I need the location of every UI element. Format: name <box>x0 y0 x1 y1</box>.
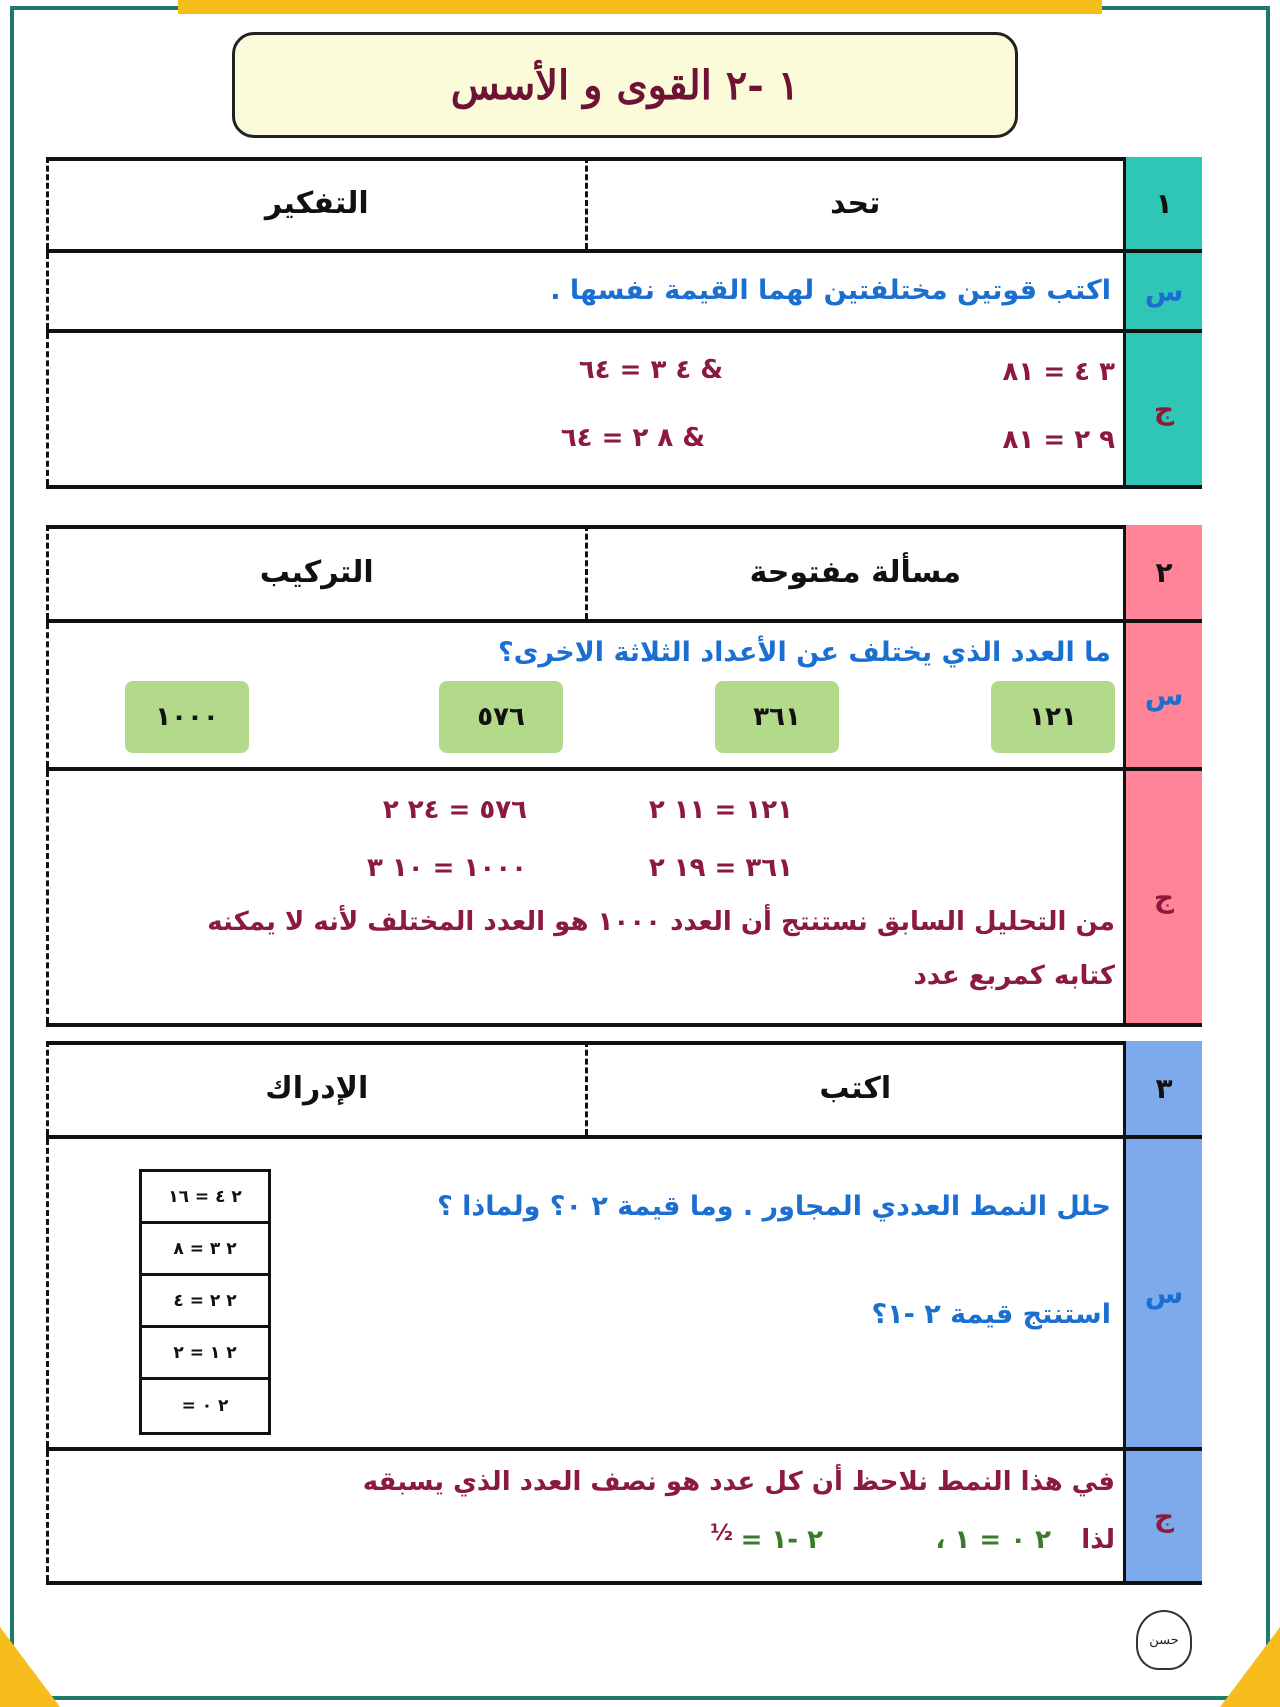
logo-text: حسن <box>1149 1632 1179 1648</box>
pattern-cell: ٢ ٠ = <box>181 1396 229 1416</box>
option-box: ١٢١ <box>991 681 1115 753</box>
answer-label: ج <box>1126 1451 1202 1581</box>
question-text: ما العدد الذي يختلف عن الأعداد الثلاثة الاخرى؟ <box>498 637 1111 668</box>
section-1 <box>46 157 1202 489</box>
pattern-cell: ٢ ٤ = ١٦ <box>142 1172 268 1224</box>
question-text: اكتب قوتين مختلفتين لهما القيمة نفسها . <box>550 275 1111 306</box>
section-2-question-row <box>46 623 1202 771</box>
answer-zero-power: ٢ ٠ = ١ ، <box>935 1525 1051 1555</box>
answer-line: & ٨ ٢ = ٦٤ <box>560 423 705 453</box>
corner-decoration-right <box>1220 1627 1280 1707</box>
author-seal-logo <box>1136 1610 1192 1670</box>
section-3 <box>46 1041 1202 1585</box>
answer-negative-power: ٢ -١ = <box>740 1525 823 1555</box>
section-1-header-row <box>46 157 1202 253</box>
header-left: التفكير <box>49 157 588 249</box>
option-box: ١٠٠٠ <box>125 681 249 753</box>
header-left: التركيب <box>49 525 588 619</box>
header-right: اكتب <box>819 1070 892 1106</box>
answer-line: ٣ ٤ = ٨١ <box>1002 357 1115 387</box>
option-box: ٣٦١ <box>715 681 839 753</box>
section-number: ٣ <box>1126 1041 1202 1135</box>
question-label: س <box>1126 253 1202 329</box>
corner-decoration-left <box>0 1627 60 1707</box>
answer-label: ج <box>1126 333 1202 485</box>
top-accent-bar <box>178 0 1102 14</box>
answer-line: ٥٧٦ = ٢٤ ٢ <box>382 795 527 825</box>
section-2-header-row <box>46 525 1202 623</box>
header-right: تحد <box>830 185 881 221</box>
question-text-1: حلل النمط العددي المجاور . وما قيمة ٢ ٠؟ ولماذا ؟ <box>437 1191 1111 1222</box>
answer-line: ٩ ٢ = ٨١ <box>1002 425 1115 455</box>
pattern-cell: ٢ ١ = ٢ <box>142 1328 268 1380</box>
conclusion-line-1: من التحليل السابق نستنتج أن العدد ١٠٠٠ هو العدد المختلف لأنه لا يمكنه <box>207 907 1115 937</box>
answer-prefix: لذا <box>1081 1525 1115 1555</box>
section-2 <box>46 525 1202 1027</box>
answer-line: ٣٦١ = ١٩ ٢ <box>648 853 793 883</box>
question-text-2: استنتج قيمة ٢ -١؟ <box>871 1299 1111 1330</box>
answer-label: ج <box>1126 771 1202 1023</box>
header-left: الإدراك <box>49 1041 588 1135</box>
lesson-title: ١ -٢ القوى و الأسس <box>450 61 800 109</box>
section-number: ١ <box>1126 157 1202 249</box>
answer-line: ١٢١ = ١١ ٢ <box>648 795 793 825</box>
option-box: ٥٧٦ <box>439 681 563 753</box>
answer-line: & ٤ ٣ = ٦٤ <box>578 355 723 385</box>
conclusion-line-2: كتابه كمربع عدد <box>913 961 1115 991</box>
answer-fraction: ½ <box>710 1521 733 1546</box>
pattern-cell: ٢ ٣ = ٨ <box>142 1224 268 1276</box>
section-number: ٢ <box>1126 525 1202 619</box>
question-label: س <box>1126 1139 1202 1447</box>
pattern-cell: ٢ ٢ = ٤ <box>142 1276 268 1328</box>
section-3-header-row <box>46 1041 1202 1139</box>
section-1-answer-row <box>46 333 1202 489</box>
section-1-question-row <box>46 253 1202 333</box>
answer-line-1: في هذا النمط نلاحظ أن كل عدد هو نصف العدد الذي يسبقه <box>362 1467 1115 1497</box>
question-label: س <box>1126 623 1202 767</box>
section-3-answer-row <box>46 1451 1202 1585</box>
section-3-question-row <box>46 1139 1202 1451</box>
section-2-answer-row <box>46 771 1202 1027</box>
pattern-table <box>139 1169 271 1435</box>
answer-line: ١٠٠٠ = ١٠ ٣ <box>366 853 527 883</box>
header-right: مسألة مفتوحة <box>749 554 961 590</box>
lesson-title-box <box>232 32 1018 138</box>
